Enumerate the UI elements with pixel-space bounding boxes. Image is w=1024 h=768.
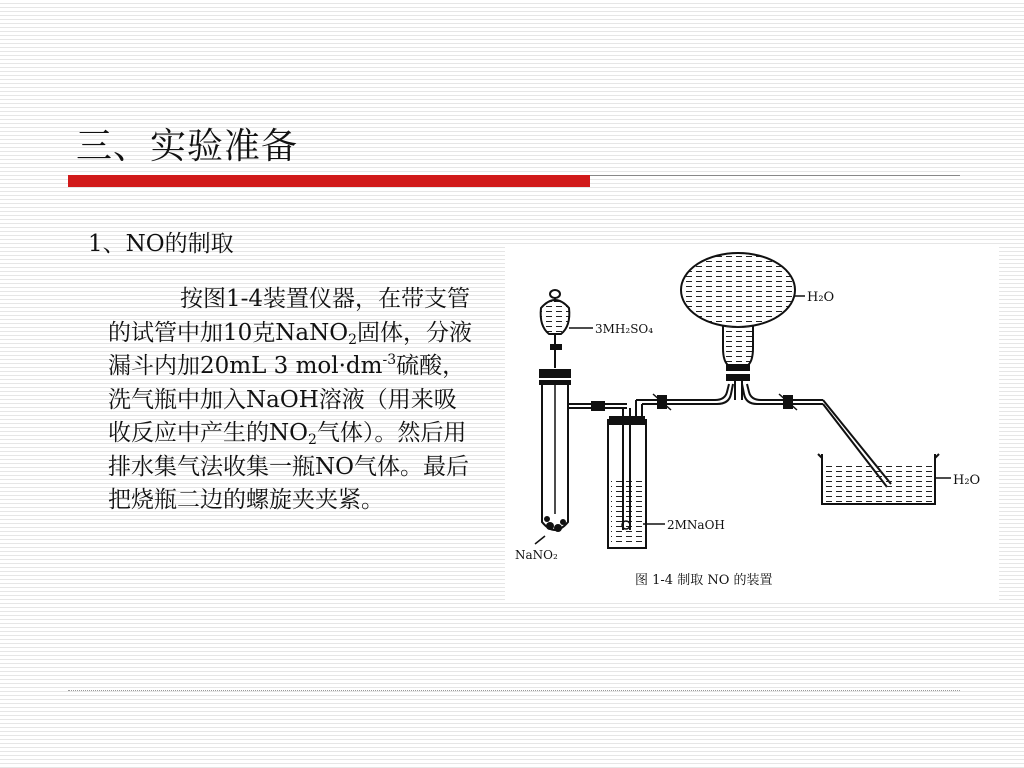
superscript-minus-3: -3 xyxy=(382,352,397,368)
paragraph-part-3: 硫酸，洗气瓶中加入NaOH溶液（用来吸收反应中产生的NO xyxy=(108,353,466,446)
apparatus-figure xyxy=(505,244,999,600)
section-heading: 1、NO的制取 xyxy=(88,231,234,257)
subscript-2: 2 xyxy=(307,432,317,448)
flask-with-water xyxy=(681,253,834,400)
title-underline-rule xyxy=(590,175,960,176)
paragraph-part-2: 固体，分液漏斗内加20mL 3 mol·dm xyxy=(108,319,473,379)
label-water-trough: H₂O xyxy=(953,473,981,488)
separatory-funnel xyxy=(541,290,654,368)
title-underline-accent xyxy=(68,175,590,187)
experiment-paragraph xyxy=(108,283,478,518)
paragraph-part-1: 按图1-4装置仪器，在带支管的试管中加10克NaNO xyxy=(108,286,471,346)
label-sulfuric-acid: 3MH₂SO₄ xyxy=(595,322,654,336)
slide-title: 三、实验准备 xyxy=(76,126,299,167)
water-trough xyxy=(818,454,980,504)
label-sodium-hydroxide: 2MNaOH xyxy=(667,518,725,532)
side-arm-test-tube xyxy=(515,369,627,562)
label-sodium-nitrite: NaNO₂ xyxy=(515,548,558,562)
figure-caption: 图 1-4 制取 NO 的装置 xyxy=(635,573,773,588)
footer-rule xyxy=(68,690,960,691)
paragraph-part-4: 气体）。然后用排水集气法收集一瓶NO气体。最后把烧瓶二边的螺旋夹夹紧。 xyxy=(108,420,469,513)
subscript-2: 2 xyxy=(348,331,358,348)
gas-washing-bottle xyxy=(608,400,725,548)
apparatus-diagram xyxy=(505,244,999,600)
label-water-flask: H₂O xyxy=(807,290,835,305)
